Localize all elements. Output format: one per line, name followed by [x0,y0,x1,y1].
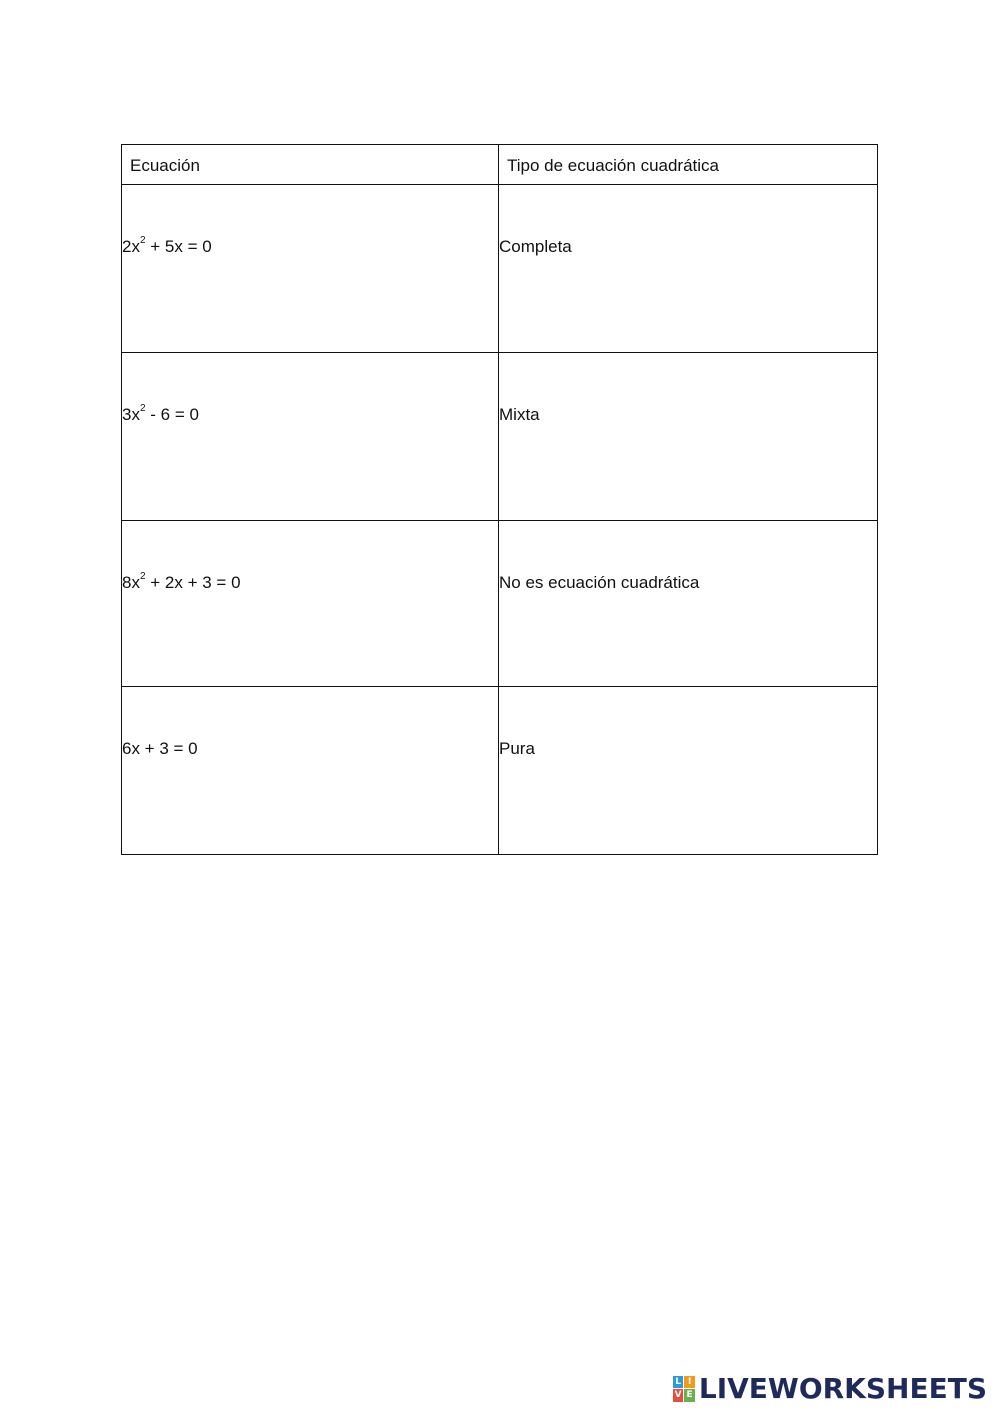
table-row [122,185,878,353]
table-row [122,521,878,687]
liveworksheets-logo [673,1372,987,1405]
type-answer-cell[interactable]: No es ecuación cuadrática [499,521,878,687]
equation-cell: $2x^2 + 5x = 0$ [122,185,499,353]
type-answer-cell[interactable]: Pura [499,687,878,855]
type-answer-cell[interactable]: Mixta [499,353,878,521]
logo-text: LIVEWORKSHEETS [698,1372,987,1405]
equation-cell: $3x^2 - 6 = 0$ [122,353,499,521]
table-row [122,353,878,521]
table-header-row [122,145,878,185]
equation-classification-table [121,144,878,855]
header-equation: Ecuación [122,145,499,185]
liveworksheets-logo-icon: L I V E [673,1376,695,1402]
equation-cell: $8x^2 + 2x + 3 = 0$ [122,521,499,687]
type-answer-cell[interactable]: Completa [499,185,878,353]
header-type: Tipo de ecuación cuadrática [499,145,878,185]
table-row [122,687,878,855]
equation-cell: 6x + 3 = 0 [122,687,499,855]
